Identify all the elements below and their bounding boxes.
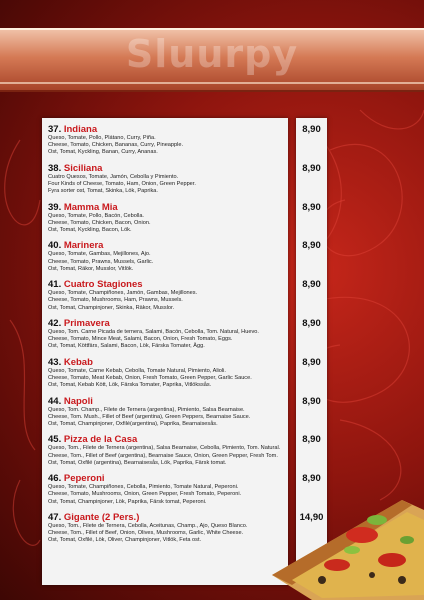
menu-item-name: Pizza de la Casa	[63, 434, 138, 446]
menu-item-price: 14,90	[299, 512, 324, 523]
menu-item-price: 8,90	[302, 395, 321, 407]
menu-item-price: 8,90	[302, 201, 321, 213]
menu-item-description: Queso, Tomate, Gambas, Mejillones, Ajo.	[48, 251, 151, 258]
menu-item	[48, 124, 290, 157]
menu-item-description: Ost, Tomat, Champinjoner, Lök, Paprika, Färsk tomat, Peperoni.	[48, 498, 207, 505]
menu-item-description: Cheese, Tom. Mush., Fillet of Beef (argentina), Green Peppers, Bearnaise Sauce.	[48, 413, 251, 420]
menu-item-title	[48, 240, 290, 251]
menu-item-title	[48, 202, 290, 213]
menu-item-title	[48, 357, 290, 368]
menu-item-description: Ost, Tomat, Kebab Kött, Lök, Färska Tomater, Paprika, Vitlökssås.	[48, 382, 212, 389]
menu-item-description: Cheese, Tomato, Mushrooms, Ham, Prawns, Mussels.	[48, 297, 183, 304]
menu-item-description: Cheese, Tomato, Mushrooms, Onion, Green Pepper, Fresh Tomato, Peperoni.	[48, 491, 242, 498]
menu-item-price: 8,90	[302, 124, 321, 135]
menu-item-number: 40.	[48, 240, 62, 252]
menu-item-number: 37.	[48, 124, 62, 135]
menu-item-name: Kebab	[63, 356, 93, 368]
menu-item-title	[48, 163, 290, 174]
menu-item-name: Gigante (2 Pers.)	[63, 512, 140, 523]
menu-item-description: Queso, Tom. Carne Picada de ternera, Salami, Bacón, Cebolla, Tom. Natural, Huevo.	[48, 329, 259, 335]
menu-item-price: 8,90	[302, 318, 321, 329]
menu-item-number: 45.	[48, 434, 62, 446]
menu-item-number: 38.	[48, 162, 62, 174]
menu-item-description: Ost, Tomat, Räkor, Musslor, Vitlök.	[48, 265, 134, 272]
menu-item-description: Ost, Tomat, Champinjoner, Oxfilé(argentina), Paprika, Bearnaisesås.	[48, 421, 218, 427]
menu-item	[48, 279, 290, 312]
menu-item-description: Queso, Tom., Filete de Ternera (argentina), Salsa Bearnaise, Cebolla, Pimiento, Tom. Natural.	[48, 445, 281, 452]
menu-item-description: Queso, Tomate, Pollo, Plátano, Curry, Piña.	[48, 135, 156, 141]
menu-item-price: 8,90	[302, 279, 321, 291]
menu-item-number: 46.	[48, 473, 62, 485]
menu-item-name: Indiana	[63, 124, 98, 135]
menu-item-description: Cheese, Tomato, Meat Kebab, Onion, Fresh Tomato, Green Pepper, Garlic Sauce.	[48, 375, 252, 381]
menu-item-name: Siciliana	[63, 162, 103, 174]
menu-item-description: Cheese, Tom., Fillet of Beef (argentina), Bearnaise Sauce, Onion, Green Pepper, Fresh Tom.	[48, 452, 278, 459]
menu-item-description: Queso, Tomate, Pollo, Bacón, Cebolla.	[48, 212, 144, 219]
menu-item-description: Cheese, Tomato, Mince Meat, Salami, Bacon, Onion, Fresh Tomato, Eggs.	[48, 336, 233, 343]
menu-item-description: Queso, Tomate, Champiñones, Jamón, Gambas, Mejillones.	[48, 290, 198, 297]
header-banner	[0, 28, 424, 92]
menu-item-name: Mamma Mia	[63, 201, 118, 213]
menu-item-description: Ost, Tomat, Champinjoner, Skinka, Räkor, Musslor.	[48, 304, 175, 311]
menu-item-description: Ost, Tomat, Köttfärs, Salami, Bacon, Lök, Färska Tomater, Ägg.	[48, 343, 205, 350]
menu-item-description: Cheese, Tom., Fillet of Beef, Onion, Olives, Mushrooms, Garlic, White Cheese.	[48, 530, 244, 537]
menu-item-description: Fyra sorter ost, Tomat, Skinka, Lök, Paprika.	[48, 188, 158, 195]
menu-item-description: Cheese, Tomato, Chicken, Bananas, Curry, Pineapple.	[48, 142, 184, 149]
menu-item-description: Ost, Tomat, Kyckling, Banan, Curry, Ananas.	[48, 149, 158, 156]
menu-item-name: Primavera	[63, 318, 110, 329]
menu-item-number: 47.	[48, 512, 62, 523]
menu-item	[48, 240, 290, 273]
menu-item-price: 8,90	[302, 356, 321, 368]
menu-item	[48, 396, 290, 429]
menu-item-title	[48, 279, 290, 290]
menu-item-number: 44.	[48, 395, 62, 407]
menu-item	[48, 202, 290, 235]
menu-item-price: 8,90	[302, 473, 321, 485]
menu-item-name: Marinera	[63, 240, 104, 252]
menu-item-description: Queso, Tom., Filete de Ternera, Cebolla, Aceitunas, Champ., Ajo, Queso Blanco.	[48, 523, 248, 529]
menu-item-description: Ost, Tomat, Oxfilé, Lök, Oliver, Champinjoner, Vitlök, Feta ost.	[48, 537, 202, 544]
menu-item-name: Napoli	[63, 395, 93, 407]
menu-item-description: Four Kinds of Cheese, Tomato, Ham, Onion, Green Pepper.	[48, 181, 196, 187]
menu-item-price: 8,90	[302, 434, 321, 446]
menu-item-price: 8,90	[302, 162, 321, 174]
menu-item-title	[48, 124, 290, 135]
menu-item-price: 8,90	[302, 240, 321, 252]
menu-item-description: Cheese, Tomato, Prawns, Mussels, Garlic.	[48, 258, 154, 265]
menu-item-description: Queso, Tomate, Champiñones, Cebolla, Pimiento, Tomate Natural, Peperoni.	[48, 484, 239, 491]
menu-item-description: Ost, Tomat, Oxfilé (argentina), Bearnaisesås, Lök, Paprika, Färsk tomat.	[48, 459, 227, 466]
menu-item-title	[48, 434, 290, 445]
menu-item	[48, 434, 290, 467]
menu-item-number: 39.	[48, 201, 62, 213]
menu-item-title	[48, 318, 290, 329]
menu-item	[48, 357, 290, 390]
menu-item-number: 42.	[48, 318, 62, 329]
menu-item-number: 43.	[48, 356, 62, 368]
menu-item-description: Queso, Tom. Champ., Filete de Ternera (argentina), Pimiento, Salsa Bearnaise.	[48, 406, 245, 413]
menu-item-description: Cheese, Tomato, Chicken, Bacon, Onion.	[48, 219, 151, 226]
menu-item	[48, 163, 290, 196]
menu-item-name: Cuatro Stagiones	[63, 279, 143, 291]
menu-item-description: Queso, Tomate, Carne Kebab, Cebolla, Tomate Natural, Pimiento, Alioli.	[48, 367, 226, 374]
menu-item	[48, 318, 290, 351]
menu-item-title	[48, 396, 290, 407]
menu-item-name: Peperoni	[63, 473, 105, 485]
pizza-slice-image	[252, 480, 424, 600]
menu-item-number: 41.	[48, 279, 62, 291]
menu-item-description: Cuatro Quesos, Tomate, Jamón, Cebolla y Pimiento.	[48, 173, 179, 180]
watermark-logo: Sluurpy	[125, 32, 299, 76]
menu-item-description: Ost, Tomat, Kyckling, Bacon, Lök.	[48, 227, 132, 233]
